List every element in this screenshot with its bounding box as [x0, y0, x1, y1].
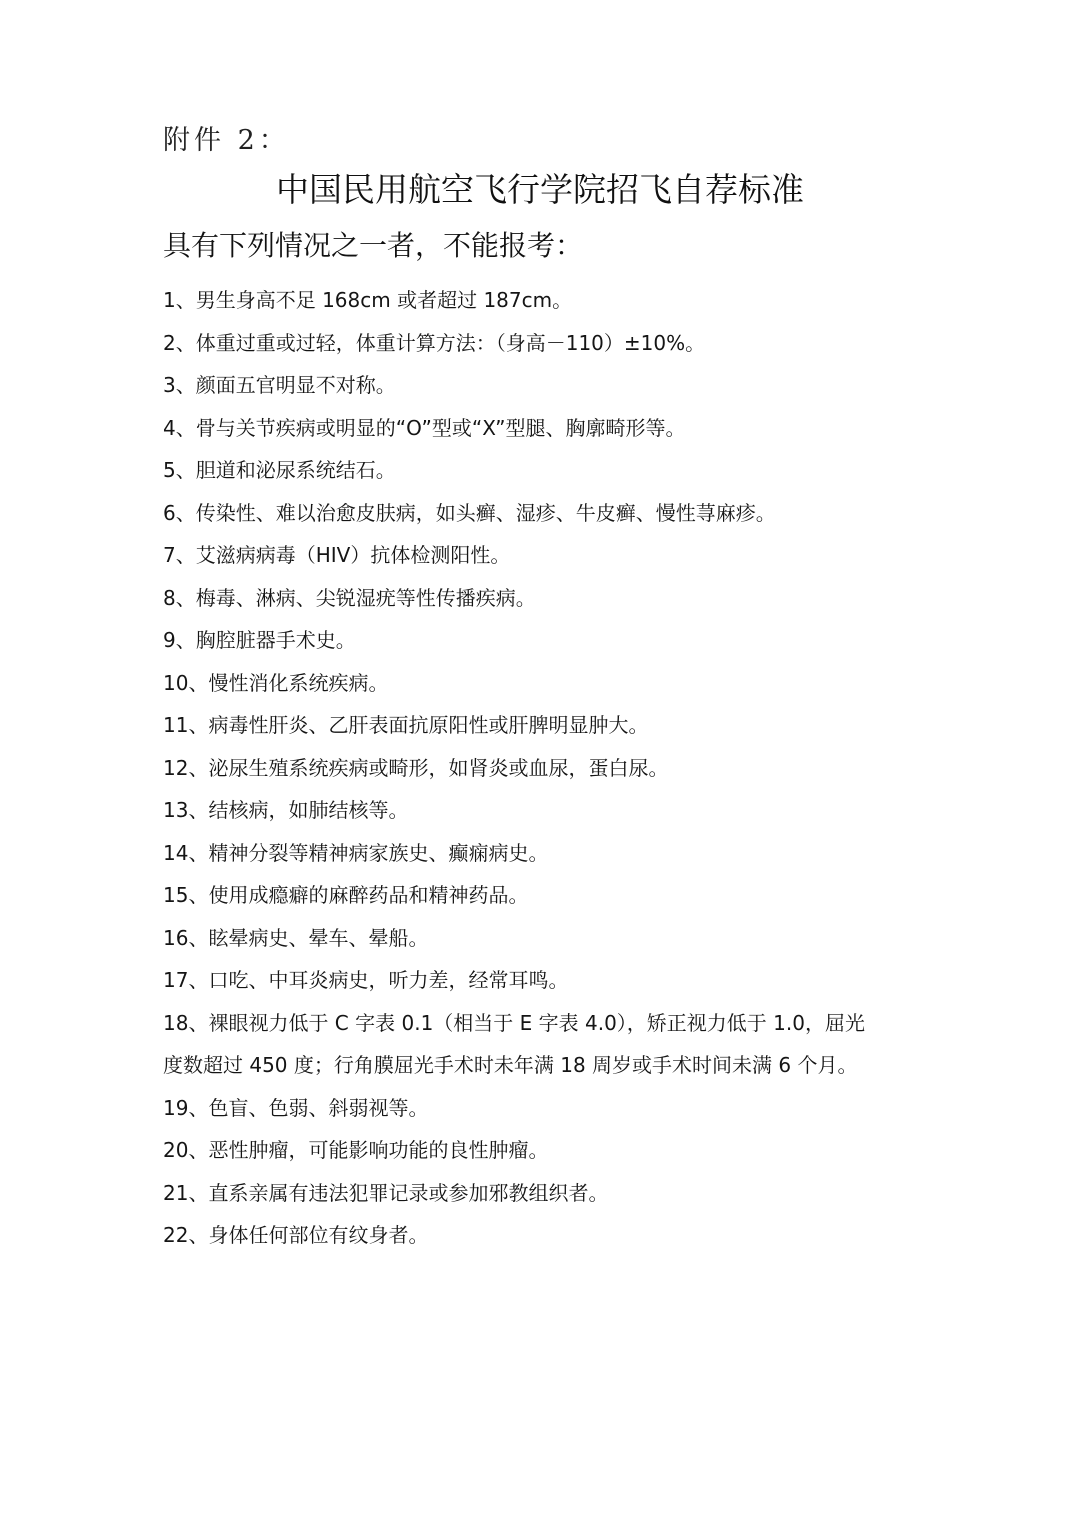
list-item: 16、眩晕病史、晕车、晕船。 [163, 925, 429, 950]
list-item: 13、结核病，如肺结核等。 [163, 798, 409, 822]
page-title: 中国民用航空飞行学院招飞自荐标准 [276, 170, 804, 209]
list-item: 3、颜面五官明显不对称。 [163, 373, 396, 397]
list-item: 11、病毒性肝炎、乙肝表面抗原阳性或肝脾明显肿大。 [163, 713, 649, 737]
list-item: 20、恶性肿瘤，可能影响功能的良性肿瘤。 [163, 1138, 549, 1162]
list-item: 1、男生身高不足 168cm 或者超过 187cm。 [163, 288, 573, 312]
list-item-18 [163, 1002, 933, 1087]
list-item: 2、体重过重或过轻，体重计算方法：（身高－110）±10%。 [163, 330, 706, 355]
list-item: 17、口吃、中耳炎病史，听力差，经常耳鸣。 [163, 968, 569, 992]
list-item: 5、胆道和泌尿系统结石。 [163, 458, 396, 482]
list-item-18-line1: 18、裸眼视力低于 C 字表 0.1（相当于 E 字表 4.0），矫正视力低于 1.0，屈光 [163, 1010, 865, 1035]
list-item-18-line2: 度数超过 450 度；行角膜屈光手术时未年满 18 周岁或手术时间未满 6 个月。 [163, 1053, 858, 1077]
list-item: 9、胸腔脏器手术史。 [163, 628, 356, 652]
list-item: 6、传染性、难以治愈皮肤病，如头癣、湿疹、牛皮癣、慢性荨麻疹。 [163, 500, 776, 525]
list-item: 22、身体任何部位有纹身者。 [163, 1223, 429, 1247]
list-item: 14、精神分裂等精神病家族史、癫痫病史。 [163, 840, 549, 865]
subtitle: 具有下列情况之一者，不能报考： [163, 229, 584, 262]
list-item: 7、艾滋病病毒（HIV）抗体检测阳性。 [163, 543, 511, 567]
list-item: 4、骨与关节疾病或明显的“O”型或“X”型腿、胸廓畸形等。 [163, 415, 686, 440]
list-item: 8、梅毒、淋病、尖锐湿疣等性传播疾病。 [163, 585, 536, 610]
attachment-label: 附件 2： [163, 125, 290, 156]
list-item: 12、泌尿生殖系统疾病或畸形，如肾炎或血尿，蛋白尿。 [163, 755, 669, 780]
list-item: 10、慢性消化系统疾病。 [163, 670, 389, 695]
list-item: 15、使用成瘾癖的麻醉药品和精神药品。 [163, 883, 529, 907]
list-item: 19、色盲、色弱、斜弱视等。 [163, 1095, 429, 1120]
criteria-list [163, 279, 933, 1257]
list-item: 21、直系亲属有违法犯罪记录或参加邪教组织者。 [163, 1180, 609, 1205]
